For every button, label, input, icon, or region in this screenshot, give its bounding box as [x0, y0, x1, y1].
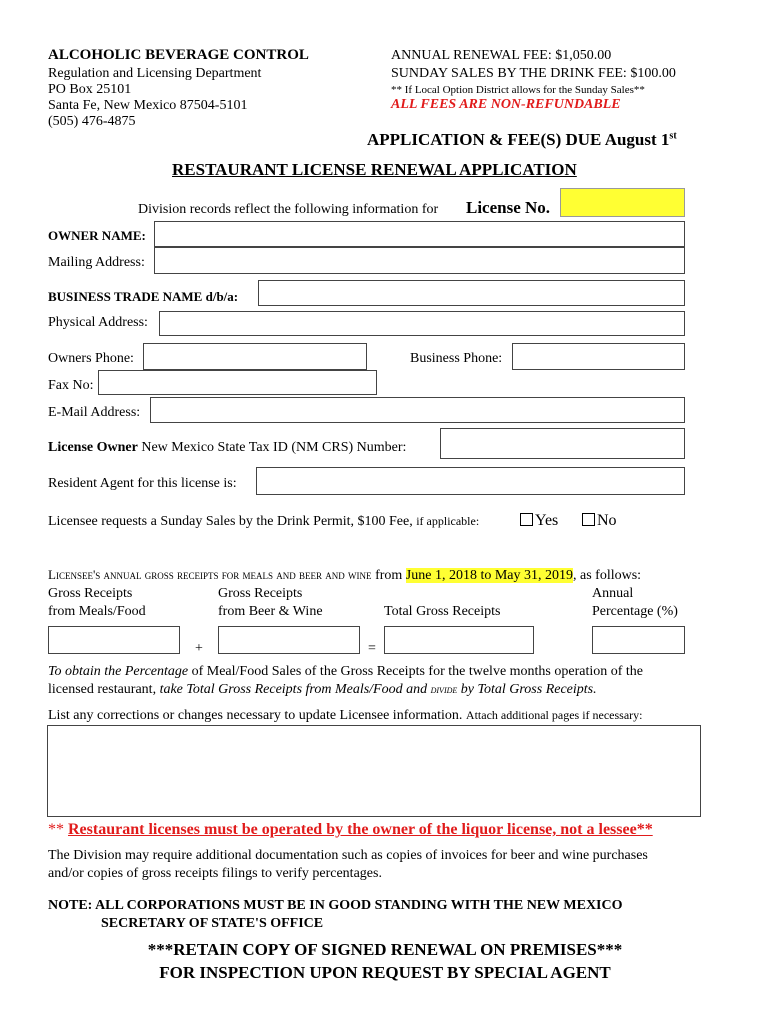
col-beer-header-1: Gross Receipts [218, 586, 303, 601]
tax-id-label-bold: License Owner [48, 440, 138, 455]
beer-wine-receipts-field[interactable] [218, 626, 360, 654]
equals-sign: = [368, 641, 376, 656]
yes-checkbox[interactable] [520, 513, 533, 526]
instr2-b: take Total Gross Receipts from Meals/Food and [159, 682, 428, 697]
note-line-2: SECRETARY OF STATE'S OFFICE [101, 916, 324, 931]
retain-copy-line-1: ***RETAIN COPY OF SIGNED RENEWAL ON PREMISES*** [147, 940, 623, 959]
fax-label: Fax No: [48, 378, 94, 393]
tax-id-label-rest: New Mexico State Tax ID (NM CRS) Number: [141, 440, 407, 455]
mailing-address-field[interactable] [154, 247, 685, 274]
email-label: E-Mail Address: [48, 405, 141, 420]
fax-field[interactable] [98, 370, 377, 395]
department-name: Regulation and Licensing Department [48, 66, 262, 81]
physical-address-label: Physical Address: [48, 315, 148, 330]
tax-id-field[interactable] [440, 428, 685, 459]
sunday-yes-option[interactable] [520, 512, 558, 530]
sunday-request-text [48, 514, 479, 530]
corrections-label [48, 708, 643, 724]
business-phone-field[interactable] [512, 343, 685, 370]
division-docs-line-2: and/or copies of gross receipts filings to verify percentages. [48, 866, 382, 881]
corrections-textarea[interactable] [47, 725, 701, 817]
yes-label: Yes [535, 512, 559, 529]
renewal-fee: ANNUAL RENEWAL FEE: $1,050.00 [391, 48, 612, 63]
col-total-header: Total Gross Receipts [384, 604, 501, 619]
due-date-heading [367, 130, 677, 150]
annual-percentage-field[interactable] [592, 626, 685, 654]
mailing-address-label: Mailing Address: [48, 255, 145, 270]
warning-stars: ** [48, 821, 68, 838]
division-records-text: Division records reflect the following information for [138, 202, 439, 217]
owners-phone-field[interactable] [143, 343, 367, 370]
no-checkbox[interactable] [582, 513, 595, 526]
total-receipts-field[interactable] [384, 626, 534, 654]
form-title: RESTAURANT LICENSE RENEWAL APPLICATION [172, 160, 577, 179]
attach-pages-note: Attach additional pages if necessary: [465, 708, 643, 722]
resident-agent-field[interactable] [256, 467, 685, 495]
receipts-as-follows: , as follows: [573, 568, 642, 583]
warning-text: Restaurant licenses must be operated by the owner of the liquor license, not a lessee** [68, 821, 653, 838]
license-no-label: License No. [466, 198, 551, 217]
division-docs-line-1: The Division may require additional documentation such as copies of invoices for beer and wine purchases [48, 848, 648, 863]
receipts-from-word: from [375, 568, 403, 583]
due-date-suffix: st [669, 130, 677, 142]
plus-sign: + [195, 641, 203, 656]
sunday-fee: SUNDAY SALES BY THE DRINK FEE: $100.00 [391, 66, 676, 81]
col-meals-header-2: from Meals/Food [48, 604, 146, 619]
license-no-field[interactable] [560, 188, 685, 217]
note-line-1: NOTE: ALL CORPORATIONS MUST BE IN GOOD STANDING WITH THE NEW MEXICO [48, 898, 623, 913]
no-label: No [597, 512, 617, 529]
receipts-intro [48, 568, 641, 584]
instr2-divide: divide [430, 682, 458, 696]
dba-label: BUSINESS TRADE NAME d/b/a: [48, 289, 239, 304]
email-field[interactable] [150, 397, 685, 423]
owner-name-field[interactable] [154, 221, 685, 247]
retain-copy-line-2: FOR INSPECTION UPON REQUEST BY SPECIAL AGENT [159, 963, 611, 982]
dba-field[interactable] [258, 280, 685, 306]
receipts-intro-label: Licensee's annual gross receipts for meals and beer and wine [48, 567, 372, 582]
corrections-label-text: List any corrections or changes necessary to update Licensee information. [48, 708, 463, 723]
meals-receipts-field[interactable] [48, 626, 180, 654]
owner-name-label: OWNER NAME: [48, 228, 146, 243]
sunday-request-label: Licensee requests a Sunday Sales by the Drink Permit, $100 Fee, [48, 514, 413, 529]
if-applicable-label: if applicable: [416, 514, 480, 528]
sunday-note: ** If Local Option District allows for the Sunday Sales** [391, 84, 645, 96]
due-date-text: APPLICATION & FEE(S) DUE August 1 [367, 130, 670, 149]
col-beer-header-2: from Beer & Wine [218, 604, 323, 619]
sunday-no-option[interactable] [582, 512, 617, 530]
tax-id-label [48, 440, 406, 456]
col-pct-header-2: Percentage (%) [592, 604, 678, 619]
business-phone-label: Business Phone: [410, 351, 503, 366]
resident-agent-label: Resident Agent for this license is: [48, 476, 237, 491]
col-meals-header-1: Gross Receipts [48, 586, 133, 601]
receipts-period: June 1, 2018 to May 31, 2019 [405, 568, 573, 583]
city-line: Santa Fe, New Mexico 87504-5101 [48, 98, 248, 113]
agency-phone: (505) 476-4875 [48, 114, 136, 129]
percentage-instructions-1 [48, 664, 643, 680]
owners-phone-label: Owners Phone: [48, 351, 134, 366]
instr2-d: by Total Gross Receipts. [460, 682, 597, 697]
col-pct-header-1: Annual [592, 586, 634, 601]
percentage-instructions-2 [48, 682, 597, 698]
non-refundable-notice: ALL FEES ARE NON-REFUNDABLE [391, 97, 621, 112]
lessee-warning [48, 821, 653, 839]
physical-address-field[interactable] [159, 311, 685, 336]
instr2-a: licensed restaurant, [48, 682, 157, 697]
agency-name: ALCOHOLIC BEVERAGE CONTROL [48, 47, 309, 63]
po-box: PO Box 25101 [48, 82, 132, 97]
instr1-italic: To obtain the Percentage [48, 664, 189, 679]
instr1-rest: of Meal/Food Sales of the Gross Receipts for the twelve months operation of the [191, 664, 644, 679]
